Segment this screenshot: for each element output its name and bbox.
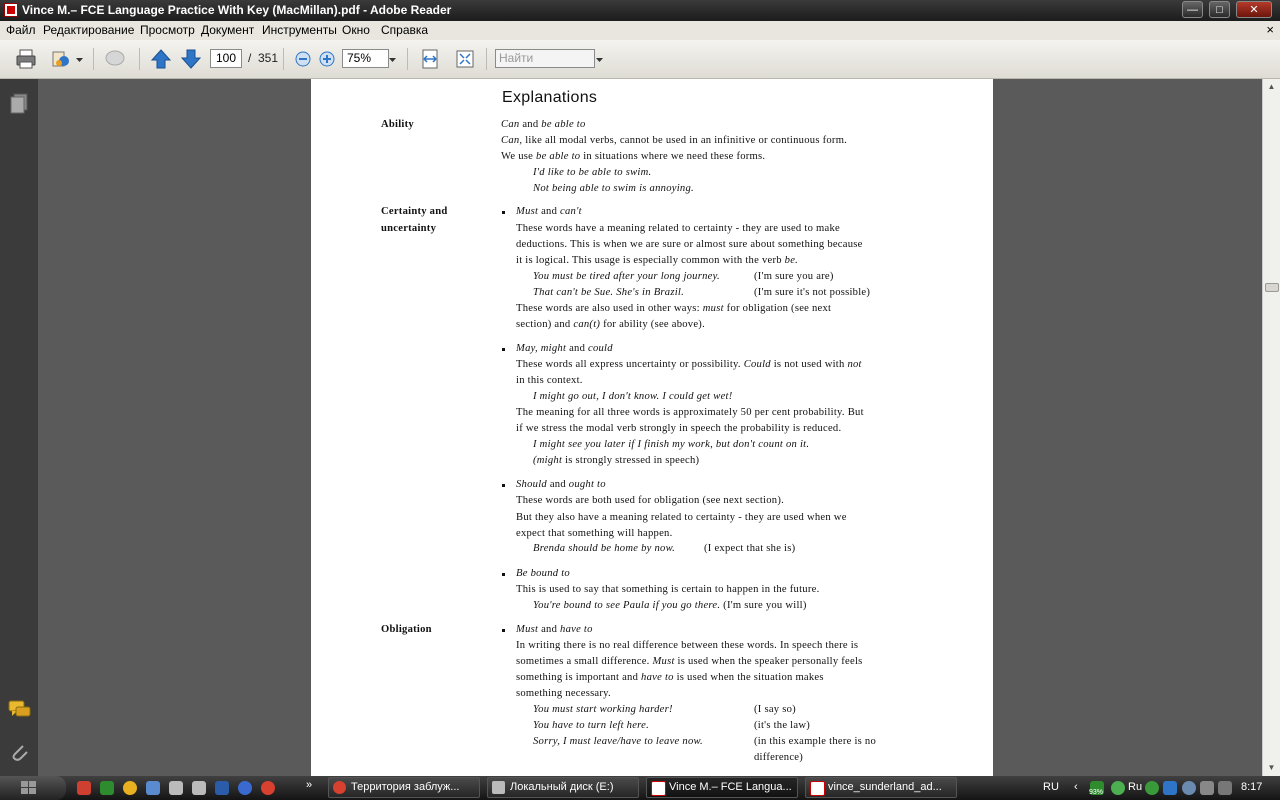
scroll-down-icon[interactable]: ▼: [1267, 763, 1276, 772]
text-line: The meaning for all three words is approximately 50 per cent probability. But: [516, 407, 864, 418]
vertical-scrollbar[interactable]: [1262, 79, 1280, 776]
section-label-certainty-2: uncertainty: [381, 223, 437, 234]
pdf-icon: [651, 781, 666, 796]
start-button[interactable]: [0, 776, 66, 800]
subheading: Should and ought to: [516, 479, 606, 490]
task-label: Территория заблуж...: [351, 781, 460, 793]
attachments-icon[interactable]: [9, 741, 29, 763]
quicklaunch-opera-icon[interactable]: [77, 781, 91, 795]
text-line: in this context.: [516, 375, 583, 386]
toolbar-separator: [283, 48, 284, 70]
zoom-level-select[interactable]: 75%: [342, 49, 389, 68]
page-separator: /: [248, 51, 252, 65]
text-line: These words are also used in other ways: must for obligation (see next: [516, 303, 832, 314]
example-note: difference): [754, 752, 804, 763]
next-page-icon[interactable]: [180, 48, 202, 70]
navigation-pane: [0, 79, 38, 776]
example-line: That can't be Sue. She's in Brazil.: [533, 287, 684, 298]
example-line: You're bound to see Paula if you go there. (I'm sure you will): [533, 600, 807, 611]
bullet: [502, 484, 505, 487]
text-line: deductions. This is when we are sure or almost sure about something because: [516, 239, 863, 250]
bullet: [502, 573, 505, 576]
bullet: [502, 348, 505, 351]
text-line: In writing there is no real difference between these words. In speech there is: [516, 640, 859, 651]
pdf-page: [311, 79, 993, 776]
scroll-up-icon[interactable]: ▲: [1267, 82, 1276, 91]
task-button[interactable]: [487, 777, 639, 798]
task-button-active[interactable]: [646, 777, 798, 798]
windows-logo-icon: [20, 780, 38, 796]
text-line: These words have a meaning related to certainty - they are used to make: [516, 223, 840, 234]
example-note: (I say so): [754, 704, 796, 715]
menu-window[interactable]: Окно: [342, 23, 370, 37]
menu-file[interactable]: Файл: [6, 23, 36, 37]
quicklaunch-drive-icon[interactable]: [192, 781, 206, 795]
bullet: [502, 629, 505, 632]
menu-help[interactable]: Справка: [381, 23, 429, 37]
share-icon[interactable]: [50, 48, 72, 70]
text-line: expect that something will happen.: [516, 528, 673, 539]
quicklaunch-drive-icon[interactable]: [169, 781, 183, 795]
text-line: Can and be able to: [501, 119, 586, 130]
volume-icon[interactable]: [1200, 781, 1214, 795]
close-document-icon[interactable]: ×: [1266, 22, 1274, 37]
example-note: (I expect that she is): [704, 543, 796, 554]
example-note: (in this example there is no: [754, 736, 877, 747]
minimize-button[interactable]: —: [1182, 1, 1203, 18]
text-line: Can, like all modal verbs, cannot be used in an infinitive or continuous form.: [501, 135, 848, 146]
task-label: Локальный диск (E:): [510, 781, 614, 793]
example-note: (it's the law): [754, 720, 811, 731]
toolbar-separator: [93, 48, 94, 70]
text-line: something necessary.: [516, 688, 611, 699]
chevron-down-icon[interactable]: [75, 57, 84, 63]
example-line: You must be tired after your long journey.: [533, 271, 720, 282]
quicklaunch-more[interactable]: »: [306, 779, 313, 791]
menu-edit[interactable]: Редактирование: [43, 23, 135, 37]
menu-view[interactable]: Просмотр: [140, 23, 195, 37]
task-label: Vince M.– FCE Langua...: [669, 781, 792, 793]
maximize-button[interactable]: □: [1209, 1, 1230, 18]
bullet: [502, 211, 505, 214]
clock[interactable]: 8:17: [1241, 781, 1263, 793]
comments-panel-icon[interactable]: [8, 699, 32, 721]
toolbar-separator: [407, 48, 408, 70]
section-label-ability: Ability: [381, 119, 414, 130]
example-note: (I'm sure you are): [754, 271, 834, 282]
subheading: Must and have to: [516, 624, 593, 635]
chrome-icon: [333, 781, 346, 794]
chevron-down-icon[interactable]: [595, 57, 604, 63]
example-line: You have to turn left here.: [533, 720, 650, 731]
page-number-input[interactable]: 100: [210, 49, 242, 68]
subheading: May, might and could: [516, 343, 613, 354]
example-line: I'd like to be able to swim.: [533, 167, 652, 178]
zoom-in-icon[interactable]: [316, 48, 338, 70]
drive-icon: [492, 781, 505, 794]
quicklaunch-chrome-icon[interactable]: [261, 781, 275, 795]
battery-percent: 93%: [1089, 789, 1104, 796]
task-button[interactable]: [328, 777, 480, 798]
text-line: This is used to say that something is certain to happen in the future.: [516, 584, 820, 595]
quicklaunch-excel-icon[interactable]: [100, 781, 114, 795]
example-line: Not being able to swim is annoying.: [533, 183, 694, 194]
quicklaunch-player-icon[interactable]: [238, 781, 252, 795]
pages-panel-icon[interactable]: [9, 93, 29, 115]
quicklaunch-app-icon[interactable]: [146, 781, 160, 795]
page-total: 351: [258, 51, 279, 65]
text-line: sometimes a small difference. Must is used when the speaker personally feels: [516, 656, 863, 667]
tray-shield-icon[interactable]: [1111, 781, 1125, 795]
text-line: it is logical. This usage is especially common with the verb be.: [516, 255, 799, 266]
text-line: These words all express uncertainty or possibility. Could is not used with not: [516, 359, 862, 370]
page-heading: Explanations: [502, 89, 598, 106]
menu-document[interactable]: Документ: [201, 23, 255, 37]
menu-bar: [0, 21, 1280, 41]
utorrent-icon[interactable]: [1145, 781, 1159, 795]
quicklaunch-aimp-icon[interactable]: [123, 781, 137, 795]
example-line: You must start working harder!: [533, 704, 673, 715]
document-viewport[interactable]: [38, 79, 1262, 776]
example-line: I might see you later if I finish my work, but don't count on it.: [533, 439, 810, 450]
task-label: vince_sunderland_ad...: [828, 781, 942, 793]
close-button[interactable]: ✕: [1236, 1, 1272, 18]
example-line: (might is strongly stressed in speech): [533, 455, 700, 466]
adobe-reader-icon: [4, 3, 18, 17]
section-label-obligation: Obligation: [381, 624, 432, 635]
text-line: These words are both used for obligation (see next section).: [516, 495, 784, 506]
subheading: Must and can't: [516, 206, 582, 217]
tray-app-icon[interactable]: [1218, 781, 1232, 795]
menu-tools[interactable]: Инструменты: [262, 23, 337, 37]
taskbar: [0, 776, 1280, 800]
previous-page-icon[interactable]: [150, 48, 172, 70]
example-line: Sorry, I must leave/have to leave now.: [533, 736, 703, 747]
window-title: Vince M.– FCE Language Practice With Key (MacMillan).pdf - Adobe Reader: [22, 3, 452, 17]
text-line: We use be able to in situations where we need these forms.: [501, 151, 766, 162]
text-line: something is important and have to is used when the situation makes: [516, 672, 824, 683]
toolbar-separator: [486, 48, 487, 70]
keyboard-layout-icon[interactable]: Ru: [1128, 781, 1143, 793]
chevron-down-icon[interactable]: [388, 57, 397, 63]
task-button[interactable]: [805, 777, 957, 798]
text-line: if we stress the modal verb strongly in speech the probability is reduced.: [516, 423, 842, 434]
toolbar-separator: [139, 48, 140, 70]
example-line: I might go out, I don't know. I could get wet!: [533, 391, 733, 402]
toolbar: [0, 40, 1280, 79]
quicklaunch-word-icon[interactable]: [215, 781, 229, 795]
text-line: section) and can(t) for ability (see above).: [516, 319, 705, 330]
show-hidden-icons-icon[interactable]: ‹: [1074, 781, 1078, 793]
zoom-out-icon[interactable]: [292, 48, 314, 70]
full-screen-icon[interactable]: [454, 48, 476, 70]
example-note: (I'm sure it's not possible): [754, 287, 871, 298]
language-indicator[interactable]: RU: [1043, 781, 1059, 793]
tray-app-icon[interactable]: [1182, 781, 1196, 795]
section-label-certainty: Certainty and: [381, 206, 448, 217]
text-line: But they also have a meaning related to certainty - they are used when we: [516, 512, 847, 523]
pdf-icon: [810, 781, 825, 796]
fit-width-icon[interactable]: [419, 48, 441, 70]
network-icon[interactable]: [1163, 781, 1177, 795]
subheading: Be bound to: [516, 568, 570, 579]
title-bar[interactable]: [0, 0, 1280, 21]
example-line: Brenda should be home by now.: [533, 543, 676, 554]
scrollbar-thumb[interactable]: [1265, 283, 1279, 292]
search-input[interactable]: Найти: [495, 49, 595, 68]
print-icon[interactable]: [15, 48, 37, 70]
comment-icon: [104, 48, 126, 70]
